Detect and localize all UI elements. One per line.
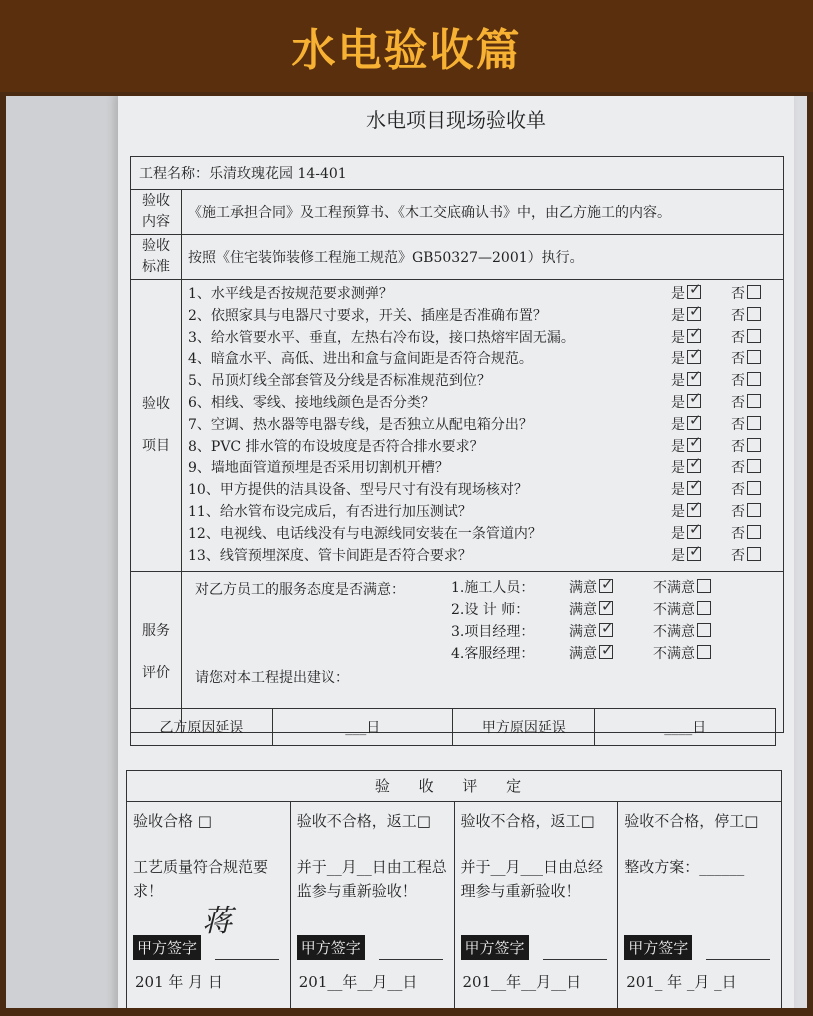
satisfied-label: 满意	[569, 602, 597, 619]
delay-b-value: ___日	[272, 709, 453, 746]
yes-label: 是	[671, 307, 685, 324]
delay-table	[130, 708, 776, 746]
content-label: 验收 内容	[131, 190, 182, 235]
check-item-text: 1、水平线是否按规范要求测弹？	[188, 286, 393, 302]
service-role: 1.施工人员：	[451, 580, 535, 597]
delay-a-label: 甲方原因延误	[453, 709, 595, 746]
no-checkbox-icon[interactable]	[747, 481, 761, 495]
yes-checkbox-icon[interactable]	[687, 481, 701, 495]
yes-checkbox-icon[interactable]	[687, 329, 701, 343]
evaluation-title: 验 收 评 定	[127, 771, 782, 802]
yes-label: 是	[671, 286, 685, 302]
check-item-text: 2、依照家具与电器尺寸要求，开关、插座是否准确布置？	[188, 307, 547, 324]
yes-label: 是	[671, 503, 685, 520]
yes-label: 是	[671, 329, 685, 346]
service-role: 3.项目经理：	[451, 624, 535, 641]
yes-label: 是	[671, 482, 685, 499]
yes-label: 是	[671, 351, 685, 368]
check-item-text: 8、PVC 排水管的布设坡度是否符合排水要求？	[188, 438, 484, 455]
evaluation-date: 201 年 月 日	[135, 973, 223, 991]
satisfied-checkbox-icon[interactable]	[599, 623, 613, 637]
no-option[interactable]	[731, 328, 777, 350]
no-checkbox-icon[interactable]	[747, 285, 761, 299]
no-option[interactable]	[731, 393, 777, 415]
unsatisfied-checkbox-icon[interactable]	[697, 579, 711, 593]
evaluation-body: 并于__月___日由总经理参与重新验收！	[460, 858, 604, 900]
satisfied-label: 满意	[569, 580, 597, 597]
check-items	[188, 284, 777, 567]
unsatisfied-checkbox-icon[interactable]	[697, 623, 711, 637]
signature-line[interactable]	[543, 959, 607, 960]
delay-a-value: ____日	[595, 709, 776, 746]
evaluation-date: 201__年__月__日	[298, 973, 418, 991]
service-suggestion: 请您对本工程提出建议：	[195, 670, 349, 687]
yes-label: 是	[671, 547, 685, 564]
check-item-text: 9、墙地面管道预埋是否采用切割机开槽？	[188, 460, 449, 477]
no-label: 否	[731, 329, 745, 346]
no-checkbox-icon[interactable]	[747, 307, 761, 321]
unsatisfied-option[interactable]	[653, 599, 711, 621]
check-item-text: 7、空调、热水器等电器专线，是否独立从配电箱分出？	[188, 416, 533, 433]
evaluation-body: 工艺质量符合规范要求！	[133, 858, 269, 900]
items-label: 验收 项目	[131, 280, 182, 572]
service-label: 服务 评价	[131, 572, 182, 733]
evaluation-date: 201_ 年 _月 _日	[626, 973, 737, 991]
no-option[interactable]	[731, 546, 777, 568]
check-item-text: 6、相线、零线、接地线颜色是否分类？	[188, 394, 435, 411]
yes-checkbox-icon[interactable]	[687, 307, 701, 321]
unsatisfied-label: 不满意	[653, 624, 695, 641]
project-name: 工程名称：乐清玫瑰花园 14-401	[131, 157, 784, 190]
evaluation-cell	[618, 802, 782, 1009]
service-row	[451, 643, 711, 665]
signature-label: 甲方签字	[297, 935, 365, 960]
no-checkbox-icon[interactable]	[747, 394, 761, 408]
evaluation-head: 验收不合格，停工□	[624, 812, 759, 830]
evaluation-body: 并于__月__日由工程总监参与重新验收！	[296, 858, 447, 900]
service-role: 4.客服经理：	[451, 646, 535, 663]
no-option[interactable]	[731, 524, 777, 546]
no-label: 否	[731, 307, 745, 324]
unsatisfied-checkbox-icon[interactable]	[697, 645, 711, 659]
satisfied-label: 满意	[569, 624, 597, 641]
no-label: 否	[731, 438, 745, 455]
banner-title: 水电验收篇	[291, 25, 522, 76]
check-item-text: 13、线管预埋深度、管卡间距是否符合要求？	[188, 547, 472, 564]
check-item-text: 10、甲方提供的洁具设备、型号尺寸有没有现场核对？	[188, 482, 528, 499]
no-checkbox-icon[interactable]	[747, 503, 761, 517]
no-checkbox-icon[interactable]	[747, 416, 761, 430]
evaluation-head: 验收不合格，返工□	[460, 812, 595, 830]
check-item-text: 12、电视线、电话线没有与电源线同安装在一条管道内？	[188, 525, 542, 542]
signature-line[interactable]	[706, 959, 770, 960]
unsatisfied-option[interactable]	[653, 577, 711, 599]
satisfied-checkbox-icon[interactable]	[599, 601, 613, 615]
service-rows	[451, 577, 711, 665]
no-label: 否	[731, 351, 745, 368]
evaluation-cell	[290, 802, 454, 1009]
no-option[interactable]	[731, 371, 777, 393]
no-checkbox-icon[interactable]	[747, 438, 761, 452]
check-item-text: 4、暗盒水平、高低、进出和盒与盒间距是否符合规范。	[188, 351, 533, 368]
no-label: 否	[731, 286, 745, 302]
form-title: 水电项目现场验收单	[366, 108, 546, 132]
acceptance-form	[118, 96, 794, 1008]
no-label: 否	[731, 416, 745, 433]
evaluation-cell	[454, 802, 618, 1009]
signature-label: 甲方签字	[624, 935, 692, 960]
yes-checkbox-icon[interactable]	[687, 438, 701, 452]
service-role: 2.设 计 师：	[451, 602, 530, 619]
yes-checkbox-icon[interactable]	[687, 503, 701, 517]
unsatisfied-checkbox-icon[interactable]	[697, 601, 711, 615]
evaluation-head: 验收不合格，返工□	[296, 812, 431, 830]
no-checkbox-icon[interactable]	[747, 525, 761, 539]
yes-checkbox-icon[interactable]	[687, 547, 701, 561]
no-option[interactable]	[731, 284, 777, 306]
check-item	[188, 546, 777, 568]
signature-label: 甲方签字	[133, 935, 201, 960]
yes-checkbox-icon[interactable]	[687, 350, 701, 364]
yes-checkbox-icon[interactable]	[687, 525, 701, 539]
evaluation-table	[126, 770, 782, 1008]
frame-right	[807, 96, 813, 1016]
no-option[interactable]	[731, 306, 777, 328]
no-checkbox-icon[interactable]	[747, 459, 761, 473]
satisfied-option[interactable]	[569, 643, 653, 665]
yes-label: 是	[671, 394, 685, 411]
no-checkbox-icon[interactable]	[747, 547, 761, 561]
yes-checkbox-icon[interactable]	[687, 416, 701, 430]
unsatisfied-label: 不满意	[653, 602, 695, 619]
service-question: 对乙方员工的服务态度是否满意：	[195, 582, 405, 599]
evaluation-body: 整改方案：______	[624, 858, 745, 876]
frame-left	[0, 96, 6, 1016]
no-checkbox-icon[interactable]	[747, 350, 761, 364]
unsatisfied-option[interactable]	[653, 643, 711, 665]
standard-text: 按照《住宅装饰装修工程施工规范》GB50327—2001）执行。	[182, 235, 784, 280]
yes-option[interactable]	[671, 546, 731, 568]
satisfied-checkbox-icon[interactable]	[599, 645, 613, 659]
no-label: 否	[731, 525, 745, 542]
yes-label: 是	[671, 438, 685, 455]
no-option[interactable]	[731, 502, 777, 524]
no-checkbox-icon[interactable]	[747, 329, 761, 343]
inspection-table	[130, 156, 784, 733]
handwritten-signature: 蒋	[202, 904, 232, 939]
evaluation-date: 201__年__月__日	[462, 973, 582, 991]
signature-label: 甲方签字	[461, 935, 529, 960]
yes-checkbox-icon[interactable]	[687, 459, 701, 473]
banner	[0, 0, 813, 92]
satisfied-label: 满意	[569, 646, 597, 663]
yes-label: 是	[671, 460, 685, 477]
no-label: 否	[731, 394, 745, 411]
no-label: 否	[731, 547, 745, 564]
yes-checkbox-icon[interactable]	[687, 285, 701, 299]
no-option[interactable]	[731, 480, 777, 502]
unsatisfied-label: 不满意	[653, 646, 695, 663]
evaluation-head: 验收合格 □	[133, 812, 212, 830]
no-checkbox-icon[interactable]	[747, 372, 761, 386]
standard-label: 验收 标准	[131, 235, 182, 280]
unsatisfied-label: 不满意	[653, 580, 695, 597]
satisfied-checkbox-icon[interactable]	[599, 579, 613, 593]
check-item-text: 11、给水管布设完成后，有否进行加压测试？	[188, 503, 472, 520]
items-list	[182, 280, 784, 572]
yes-checkbox-icon[interactable]	[687, 394, 701, 408]
document-photo	[6, 96, 807, 1008]
no-label: 否	[731, 482, 745, 499]
content-text: 《施工承担合同》及工程预算书、《木工交底确认书》中，由乙方施工的内容。	[182, 190, 784, 235]
no-label: 否	[731, 460, 745, 477]
no-label: 否	[731, 373, 745, 390]
service-row	[451, 577, 711, 599]
no-option[interactable]	[731, 437, 777, 459]
check-item-text: 3、给水管要水平、垂直，左热右冷布设，接口热熔牢固无漏。	[188, 329, 575, 346]
no-label: 否	[731, 503, 745, 520]
no-option[interactable]	[731, 349, 777, 371]
no-option[interactable]	[731, 415, 777, 437]
unsatisfied-option[interactable]	[653, 621, 711, 643]
delay-b-label: 乙方原因延误	[131, 709, 273, 746]
check-item-text: 5、吊顶灯线全部套管及分线是否标准规范到位？	[188, 373, 491, 390]
yes-label: 是	[671, 373, 685, 390]
yes-checkbox-icon[interactable]	[687, 372, 701, 386]
yes-label: 是	[671, 416, 685, 433]
service-row	[451, 621, 711, 643]
signature-line[interactable]	[379, 959, 443, 960]
signature-line[interactable]	[215, 959, 279, 960]
service-row	[451, 599, 711, 621]
yes-label: 是	[671, 525, 685, 542]
no-option[interactable]	[731, 458, 777, 480]
